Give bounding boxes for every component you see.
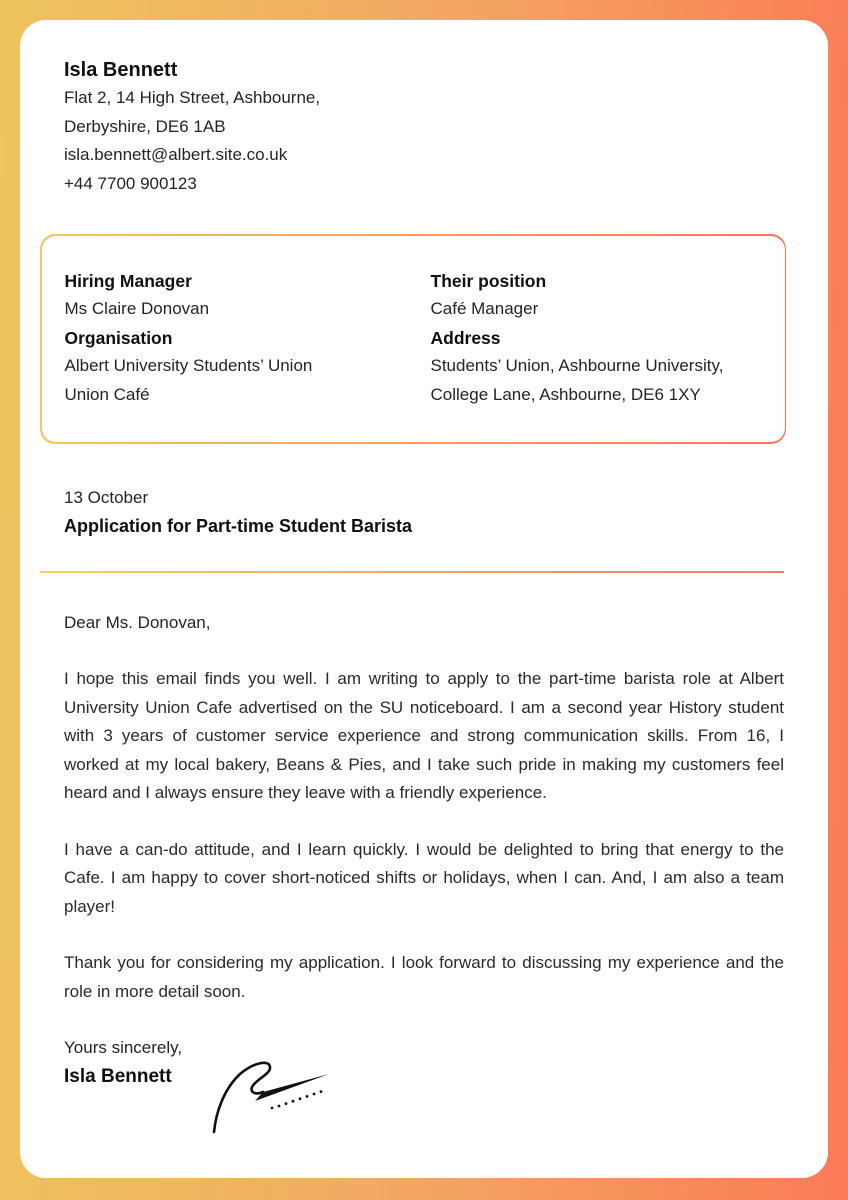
recipient-info-box (40, 234, 786, 444)
hiring-manager-label: Hiring Manager (64, 270, 192, 291)
position-value: Café Manager (430, 299, 539, 318)
closing-signature-name: Isla Bennett (64, 1065, 172, 1087)
body-paragraph-1: I hope this email finds you well. I am writing to apply to the part-time barista role at Albert University Union Cafe advertised on the SU noticeboard. I am a second year History student with 3 years of customer service experience and strong communication skills. From 16, I worked at my local bakery, Beans & Pies, and I take such pride in making my customers feel heard and I always ensure they leave with a friendly experience. (64, 669, 784, 802)
address-value-line2: College Lane, Ashbourne, DE6 1XY (430, 384, 701, 404)
organisation-value-line1: Albert University Students’ Union (64, 356, 313, 375)
sender-address-line2: Derbyshire, DE6 1AB (64, 116, 226, 136)
closing-phrase: Yours sincerely, (64, 1038, 183, 1057)
closing-block (64, 1034, 784, 1091)
hiring-manager-value: Ms Claire Donovan (64, 299, 210, 318)
body-paragraph-2: I have a can-do attitude, and I learn quickly. I would be delighted to bring that energy to the Cafe. I am happy to cover short-noticed shifts or holidays, when I can. And, I am also a team player! (64, 839, 784, 916)
sender-email: isla.bennett@albert.site.co.uk (64, 145, 288, 164)
address-value-line1: Students’ Union, Ashbourne University, (430, 356, 724, 375)
sender-address-line1: Flat 2, 14 High Street, Ashbourne, (64, 88, 321, 107)
recipient-info-inner (42, 236, 785, 443)
letter-subject: Application for Part-time Student Barista (64, 515, 413, 536)
gradient-divider (40, 571, 784, 573)
sender-block (64, 56, 784, 198)
address-label: Address (430, 327, 501, 348)
letter-date: 13 October (64, 487, 149, 507)
position-label: Their position (430, 270, 547, 291)
sender-phone: +44 7700 900123 (64, 173, 197, 193)
organisation-value-line2: Union Café (64, 384, 150, 404)
recipient-left-column (65, 267, 431, 410)
organisation-label: Organisation (64, 327, 173, 348)
date-subject-block (64, 484, 784, 541)
recipient-right-column (431, 267, 761, 410)
salutation: Dear Ms. Donovan, (64, 612, 211, 632)
signature-icon (206, 1056, 336, 1134)
body-paragraph-3: Thank you for considering my application. I look forward to discussing my experience and the role in more detail soon. (64, 953, 784, 1001)
sender-name: Isla Bennett (64, 59, 178, 81)
letter-card (20, 20, 828, 1178)
